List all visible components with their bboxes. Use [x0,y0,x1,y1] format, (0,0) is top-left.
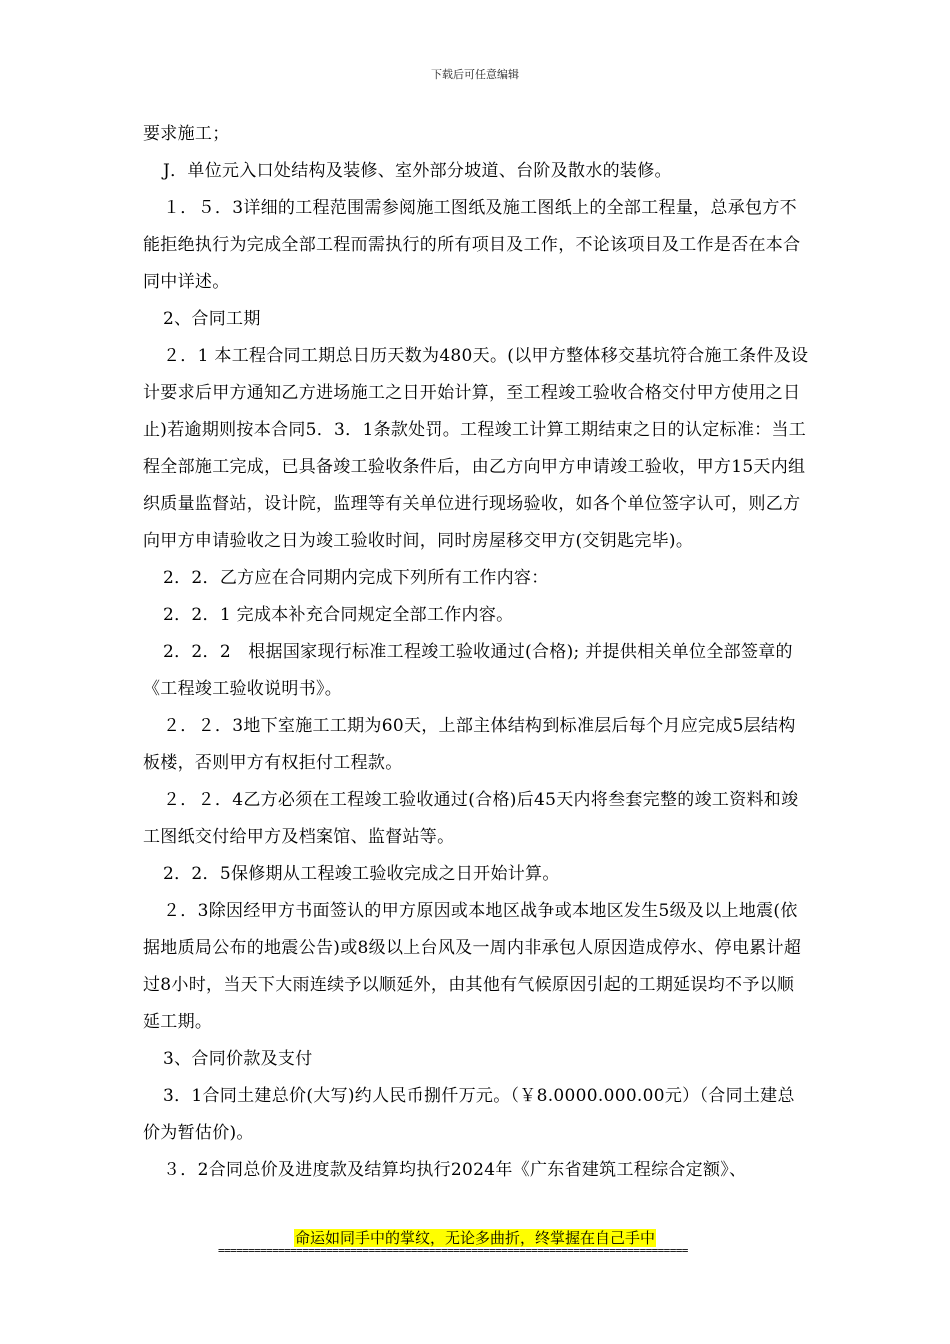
paragraph: ２．２．3地下室施工工期为60天，上部主体结构到标准层后每个月应完成5层结构板楼，否则甲方有权拒付工程款。 [143,716,796,773]
paragraph: 2．2．1 完成本补充合同规定全部工作内容。 [163,605,514,625]
paragraph: J．单位元入口处结构及装修、室外部分坡道、台阶及散水的装修。 [163,161,672,181]
document-body [143,116,811,1189]
paragraph: ２．3除因经甲方书面签认的甲方原因或本地区战争或本地区发生5级及以上地震(依据地质局公布的地震公告)或8级以上台风及一周内非承包人原因造成停水、停电累计超过8小时，当天下大雨连续予以顺延外，由其他有气候原因引起的工期延误均不予以顺延工期。 [143,901,802,1032]
paragraph: ２．1 本工程合同工期总日历天数为480天。(以甲方整体移交基坑符合施工条件及设计要求后甲方通知乙方进场施工之日开始计算，至工程竣工验收合格交付甲方使用之日止)若逾期则按本合同5．3．1条款处罚。工程竣工计算工期结束之日的认定标准：当工程全部施工完成，已具备竣工验收条件后，由乙方向甲方申请竣工验收，甲方15天内组织质量监督站，设计院，监理等有关单位进行现场验收，如各个单位签字认可，则乙方向甲方申请验收之日为竣工验收时间，同时房屋移交甲方(交钥匙完毕)。 [143,346,809,551]
footer-motto-text: 命运如同手中的掌纹，无论多曲折，终掌握在自己手中 [294,1229,655,1247]
section-heading: 3、合同价款及支付 [163,1049,313,1069]
paragraph: 2．2．2 根据国家现行标准工程竣工验收通过(合格); 并提供相关单位全部签章的《工程竣工验收说明书》。 [143,642,793,699]
section-heading: 2、合同工期 [163,309,261,329]
page-header: 下载后可任意编辑 [431,68,519,81]
paragraph: ３．2合同总价及进度款及结算均执行2024年《广东省建筑工程综合定额》、 [163,1160,747,1180]
paragraph: 2．2．5保修期从工程竣工验收完成之日开始计算。 [163,864,560,884]
paragraph: 2．2．乙方应在合同期内完成下列所有工作内容： [163,568,549,588]
paragraph: １．５．3详细的工程范围需参阅施工图纸及施工图纸上的全部工程量，总承包方不能拒绝执行为完成全部工程而需执行的所有项目及工作，不论该项目及工作是否在本合同中详述。 [143,198,801,292]
footer-divider: ============================================================================== [218,1244,688,1257]
paragraph: 要求施工； [143,124,230,144]
paragraph: ２．２．4乙方必须在工程竣工验收通过(合格)后45天内将叁套完整的竣工资料和竣工图纸交付给甲方及档案馆、监督站等。 [143,790,799,847]
paragraph: 3．1合同土建总价(大写)约人民币捌仟万元。（￥8.0000.000.00元）（合同土建总价为暂估价)。 [143,1086,795,1143]
